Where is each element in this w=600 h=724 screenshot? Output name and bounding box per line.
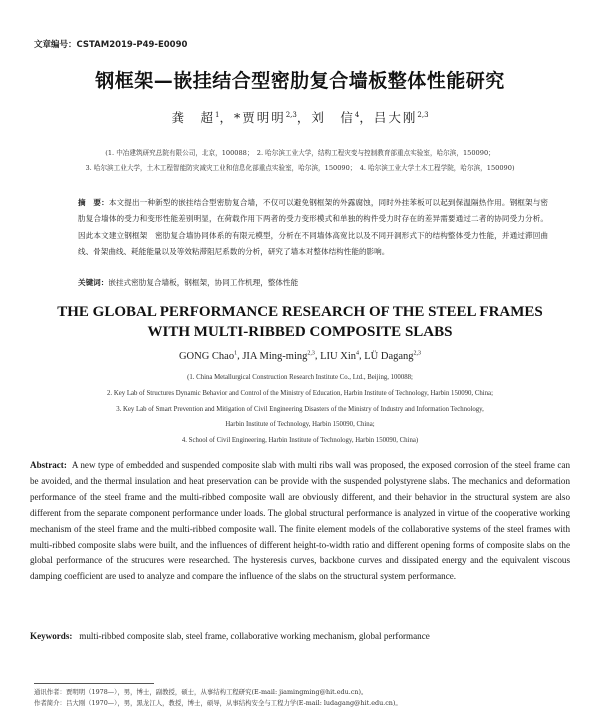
abstract-cn-text: 本文提出一种新型的嵌挂结合型密肋复合墙，不仅可以避免钢框架的外露腐蚀，同时外挂苯板可以起到保温隔热作用。钢框架与密肋复合墙体的受力和变形性能差别明显，在荷载作用下两者的受力变形模式和单独的构件受力时存在的差异需要通过二者的协同受力分析。因此本文建立钢框架 密肋复合墙协同体系的有限元模型，分析在不同墙体高宽比以及不同开洞形式下的结构整体受力性能，并通过滞回曲线、骨架曲线、耗能能量以及等效粘滞阻尼系数的分析，研究了墙本对整体结构性能的影响。 xyxy=(78,198,548,256)
title-en-line: THE GLOBAL PERFORMANCE RESEARCH OF THE STEEL FRAMES xyxy=(57,304,543,320)
footnotes xyxy=(34,687,574,709)
author-cn: 龚 超$^1$ xyxy=(171,110,220,125)
affiliation-line: 4. School of Civil Engineering, Harbin Institute of Technology, Harbin 150090, China) xyxy=(181,437,419,445)
keywords-cn-label: 关键词： xyxy=(78,278,109,287)
keywords-chinese xyxy=(78,277,548,288)
abstract-english xyxy=(30,458,570,585)
affiliation-line: 2. Key Lab of Structures Dynamic Behavior and Control of the Ministry of Education, Harbin Institute of Technology, Harbin 150090, China; xyxy=(107,389,493,397)
abstract-cn-label: 摘 要： xyxy=(78,198,109,207)
keywords-cn-text: 嵌挂式密肋复合墙板，钢框架，协同工作机理，整体性能 xyxy=(108,278,299,287)
authors-english: GONG Chao$^1$, JIA Ming-ming$^{2,3}$, LIU Xin$^4$, LÜ Dagang$^{2,3}$ xyxy=(178,350,422,362)
affiliation-line: 3. 哈尔滨工业大学，土木工程智能防灾减灾工业和信息化部重点实验室，哈尔滨，150090； 4. 哈尔滨工业大学土木工程学院，哈尔滨，150090) xyxy=(85,164,515,172)
author-en: JIA Ming-ming$^{2,3}$ xyxy=(242,350,315,362)
abstract-en-label: Abstract: xyxy=(30,460,67,470)
article-number: 文章编号：CSTAM2019-P49-E0090 xyxy=(34,40,188,50)
abstract-chinese xyxy=(78,195,548,260)
affiliations-english xyxy=(30,370,570,449)
title-en-line: WITH MULTI-RIBBED COMPOSITE SLABS xyxy=(147,324,453,340)
footnote-line: 作者简介：吕大刚（1970—），男，黑龙江人，教授，博士，硕导，从事结构安全与工程力学(E-mail: ludagang@hit.edu.cn)。 xyxy=(34,699,402,707)
affiliations-chinese xyxy=(22,146,578,176)
authors-chinese: 龚 超$^1$，*贾明明$^{2,3}$，刘 信$^4$，吕大刚$^{2,3}$ xyxy=(171,110,429,125)
keywords-english xyxy=(30,631,570,641)
abstract-en-text: A new type of embedded and suspended composite slab with multi ribs wall was proposed, the exposed corrosion of the steel frame can be avoided, and the thermal insulation and heat preservation can be provide with the suspended polystyrene slabs. The mechanics and deformation performance of the steel frame and the multi-ribbed composite wall are obviously different, and their behavior in the structural system are also different from the separate component performance under loads. The global structural performance is analyzed in virtue of the cooperative working mechanism of the steel frame and the multi-ribbed composite wall. The finite element models of the collaborative systems of the steel frames with multi-ribbed composite slabs were built, and the influences of different height-to-width ratio and different opening forms of composite slabs on the global performance of the strucures were researched. The hysteresis curves, backbone curves and dissipated energy and the equivalent viscous damping coefficient are used to analyze and compare the influence of the slabs on the structural system performance. xyxy=(30,460,570,582)
author-cn: 刘 信$^4$ xyxy=(311,110,360,125)
title-chinese: 钢框架—嵌挂结合型密肋复合墙板整体性能研究 xyxy=(95,70,505,92)
author-en: LÜ Dagang$^{2,3}$ xyxy=(364,350,422,362)
footnote-divider xyxy=(34,683,154,684)
affiliation-line: (1. China Metallurgical Construction Research Institute Co., Ltd., Beijing, 100088; xyxy=(187,374,413,381)
author-en: GONG Chao$^1$ xyxy=(178,350,238,362)
author-en: LIU Xin$^4$ xyxy=(320,350,359,362)
affiliation-line: (1. 中冶建筑研究总院有限公司，北京，100088； 2. 哈尔滨工业大学，结构工程灾变与控制教育部重点实验室，哈尔滨，150090； xyxy=(105,149,495,157)
title-english xyxy=(0,302,600,342)
author-cn: *贾明明$^{2,3}$ xyxy=(233,110,297,125)
footnote-line: 通讯作者：贾明明（1978—），男，博士，副教授，硕士，从事结构工程研究(E-mail: jiamingming@hit.edu.cn)。 xyxy=(34,688,368,696)
keywords-en-label: Keywords: xyxy=(30,631,73,641)
keywords-en-text: multi-ribbed composite slab, steel frame, collaborative working mechanism, global performance xyxy=(79,631,430,641)
author-cn: 吕大刚$^{2,3}$ xyxy=(373,110,429,125)
affiliation-line: Harbin Institute of Technology, Harbin 150090, China; xyxy=(225,421,375,429)
affiliation-line: 3. Key Lab of Smart Prevention and Mitigation of Civil Engineering Disasters of the Ministry of Industry and Information Technology, xyxy=(116,405,484,413)
